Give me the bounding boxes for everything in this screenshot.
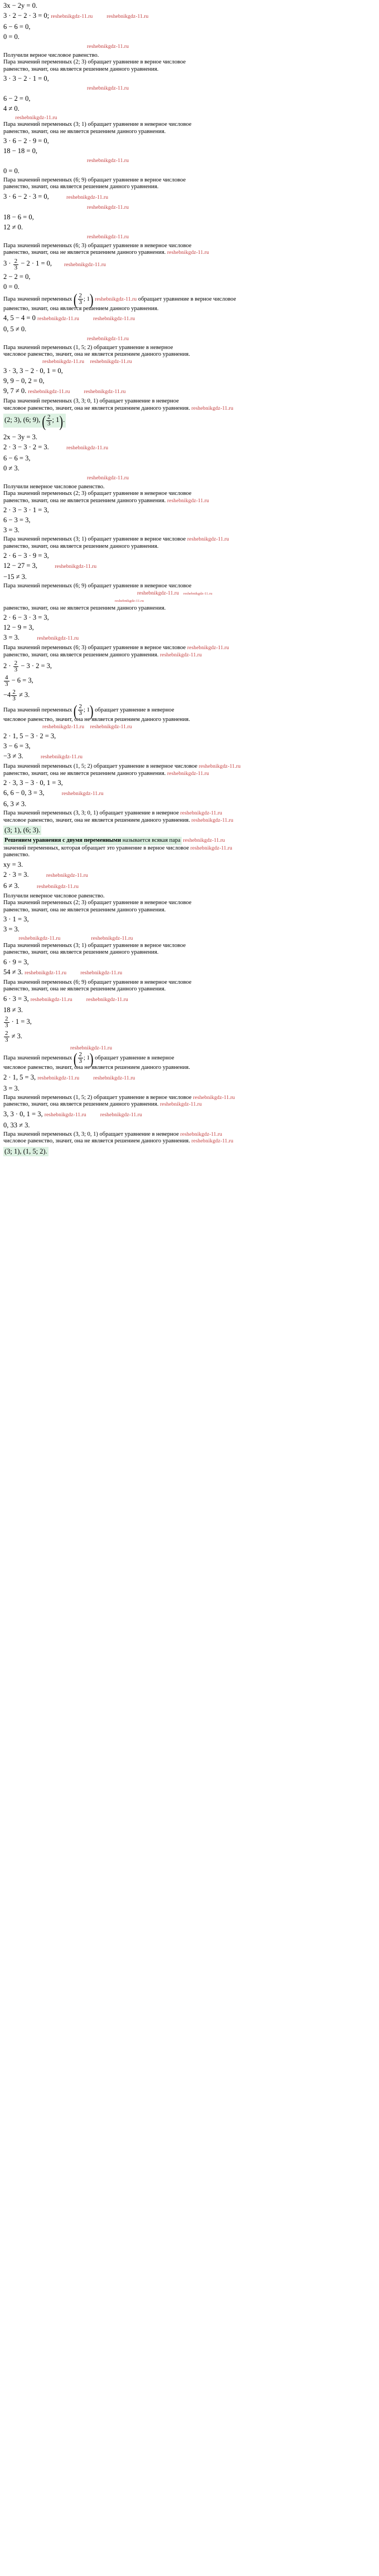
watermark: reshebnikgdz-11.ru: [87, 336, 129, 342]
math-line-with-watermarks: [3, 995, 376, 1004]
watermark: reshebnikgdz-11.ru: [93, 1075, 135, 1081]
math-line: 4 ≠ 0.: [3, 104, 20, 112]
fraction: $\frac{2}{3}$: [5, 1029, 8, 1043]
explanation-text-with-watermark: [3, 771, 376, 778]
math-line: 2 · 6 − 3 · 3 = 3,: [3, 614, 49, 621]
watermark: reshebnikgdz-11.ru: [187, 645, 229, 651]
math-line-with-watermark: [3, 752, 376, 762]
math-line-fraction: [3, 258, 376, 271]
math-line: 0 ≠ 3.: [3, 464, 20, 472]
math-line: 0 = 0.: [3, 166, 20, 175]
explanation-text-with-pair: Пара значений переменных ( $\frac{2}{3}$ ; 1) обращает уравнение в неверное: [3, 703, 174, 720]
explanation-text: Получили верное числовое равенство.: [3, 52, 99, 58]
explanation-body: Пара значений переменных (3, 3; 0, 1) обращает уравнение в неверное: [3, 810, 179, 816]
answer-line: (2; 3), (6; 9), ( $\frac{2}{3}$ ; 1).: [4, 413, 65, 430]
explanation-text-with-watermark: [3, 652, 376, 659]
watermark: reshebnikgdz-11.ru: [70, 1045, 113, 1051]
math-line: 3 · 6 − 2 · 9 = 0,: [3, 137, 49, 145]
watermark: reshebnikgdz-11.ru: [198, 764, 241, 769]
explanation-text: Получили неверное числовое равенство.: [3, 483, 105, 490]
watermark: reshebnikgdz-11.ru: [167, 771, 209, 777]
math-line-fraction: −4 $\frac{2}{3}$ ≠ 3.: [3, 689, 30, 702]
watermark: reshebnikgdz-11.ru: [37, 1075, 80, 1081]
definition-term: Решением уравнения с двумя переменными называется всякая пара: [3, 837, 182, 845]
explanation-text: Получили неверное числовое равенство.: [3, 892, 105, 899]
math-line-with-watermarks: [3, 968, 376, 978]
explanation-text: Пара значений переменных (1, 5; 2) обращает уравнение в неверное: [3, 344, 173, 351]
watermark: reshebnikgdz-11.ru: [55, 564, 97, 570]
explanation-text: равенство, значит, она является решением данного уравнения.: [3, 949, 159, 955]
watermark: reshebnikgdz-11.ru: [44, 1112, 86, 1118]
explanation-text-with-pair: Пара значений переменных ( $\frac{2}{3}$ ; 1) reshebnikgdz-11.ru обращает уравнение в верное числовое: [3, 291, 236, 309]
explanation-body: равенство, значит, она не является решением данного уравнения.: [3, 770, 166, 777]
watermark: reshebnikgdz-11.ru: [190, 845, 232, 851]
explanation-body: Пара значений переменных (6; 9) обращает уравнение в неверное числовое: [3, 583, 192, 589]
math-line: 12 ≠ 0.: [3, 223, 23, 231]
explanation-text: равенство, значит, она является решением данного уравнения.: [3, 543, 159, 549]
math-line: 3 · 3 − 2 · 1 = 0,: [3, 75, 49, 82]
watermark: reshebnikgdz-11.ru: [180, 811, 222, 816]
math-expression: 6 · 3 = 3,: [3, 994, 29, 1003]
explanation-text-with-watermark: [3, 763, 376, 771]
watermark: reshebnikgdz-11.ru: [42, 724, 85, 730]
watermark: reshebnikgdz-11.ru: [18, 936, 61, 941]
watermark-line: [3, 157, 376, 165]
explanation-text-with-watermark: [3, 583, 376, 597]
fraction: $\frac{2}{3}$: [79, 292, 82, 306]
watermark-line: [3, 233, 376, 242]
explanation-body: числовое равенство, значит, она не является решением данного уравнения.: [3, 351, 190, 357]
watermark: reshebnikgdz-11.ru: [191, 1139, 234, 1144]
watermark: reshebnikgdz-11.ru: [15, 115, 57, 121]
explanation-text-with-watermark: [3, 810, 376, 817]
math-line-with-watermarks: [3, 1110, 376, 1120]
answer-value: (3; 1), (1, 5; 2).: [4, 1147, 47, 1155]
watermark: reshebnikgdz-11.ru: [180, 1131, 222, 1137]
fraction: $\frac{2}{3}$: [14, 257, 18, 271]
watermark: reshebnikgdz-11.ru: [160, 1102, 202, 1107]
math-expression: 3 = 3.: [3, 634, 20, 641]
math-line-fraction: $\frac{4}{3}$ − 6 = 3,: [5, 674, 33, 688]
math-expression: 9, 7 ≠ 0.: [3, 387, 27, 395]
math-expression: 3 · $\frac{2}{3}$ − 2 · 1 = 0,: [3, 257, 52, 271]
math-line: 6 − 6 = 3,: [3, 454, 31, 462]
fraction: $\frac{2}{3}$: [79, 703, 82, 717]
watermark: reshebnikgdz-11.ru: [84, 389, 126, 395]
watermark-line: [3, 474, 376, 483]
explanation-text: Пара значений переменных (2; 3) обращает уравнение в неверное числовое: [3, 490, 192, 497]
watermark: reshebnikgdz-11.ru: [37, 316, 80, 322]
watermark: reshebnikgdz-11.ru: [25, 970, 67, 976]
answer-value: (3; 1), (6; 3).: [4, 826, 41, 834]
math-line: 0, 5 ≠ 0.: [3, 325, 27, 333]
watermark: reshebnikgdz-11.ru: [93, 316, 135, 322]
explanation-text-with-watermark: [3, 1101, 376, 1108]
explanation-body: равенство, значит, она не является решением данного уравнения.: [3, 249, 166, 256]
explanation-body: Пара значений переменных (3; 1) обращает уравнение в верное числовое: [3, 942, 186, 949]
answer-line: [3, 1147, 376, 1156]
explanation-text-with-watermark: [3, 597, 376, 612]
math-line-fraction: $\frac{2}{3}$ ≠ 3.: [5, 1029, 22, 1043]
watermark: reshebnikgdz-11.ru: [87, 86, 129, 91]
explanation-text-with-watermark: [3, 1131, 376, 1139]
watermark: reshebnikgdz-11.ru: [115, 599, 144, 603]
explanation-text: равенство, значит, она является решением данного уравнения.: [3, 184, 159, 190]
watermark: reshebnikgdz-11.ru: [80, 970, 123, 976]
explanation-body: числовое равенство, значит, она не является решением данного уравнения.: [3, 1138, 190, 1144]
fraction: $\frac{4}{3}$: [5, 674, 8, 688]
watermark: reshebnikgdz-11.ru: [37, 884, 79, 890]
watermark: reshebnikgdz-11.ru: [87, 44, 129, 50]
explanation-text: равенство, значит, она не является решением данного уравнения.: [3, 986, 166, 992]
watermark-line: [3, 43, 376, 51]
watermark: reshebnikgdz-11.ru: [87, 475, 129, 481]
definition-text: [3, 837, 376, 845]
math-line: 18 − 18 = 0,: [3, 147, 37, 155]
explanation-body: равенство, значит, она является решением данного уравнения.: [3, 651, 159, 658]
math-line-with-watermarks: [3, 12, 376, 21]
math-line: 18 − 6 = 0,: [3, 213, 34, 221]
math-line-with-watermarks: [3, 387, 376, 396]
math-line: 2x − 3y = 3.: [3, 433, 37, 441]
math-line: 12 − 9 = 3,: [3, 624, 34, 631]
math-expression: 4, 5 − 4 = 0: [3, 314, 36, 322]
explanation-body: Пара значений переменных (6; 3) обращает уравнение в верное числовое: [3, 645, 186, 651]
watermark-line: [3, 335, 376, 344]
math-line: xy = 3.: [3, 860, 23, 869]
watermark: reshebnikgdz-11.ru: [191, 405, 234, 411]
watermark: reshebnikgdz-11.ru: [167, 498, 209, 504]
math-line: 18 ≠ 3.: [3, 1005, 23, 1014]
watermark: reshebnikgdz-11.ru: [64, 262, 106, 268]
watermark: reshebnikgdz-11.ru: [90, 724, 132, 730]
math-expression: 3, 3 · 0, 1 = 3,: [3, 1110, 43, 1118]
math-line-with-watermark: [3, 789, 376, 798]
math-line: 6, 3 ≠ 3.: [3, 800, 27, 808]
explanation-text-with-watermark: [3, 1095, 376, 1102]
watermark: reshebnikgdz-11.ru: [167, 250, 209, 256]
explanation-text: равенство, значит, она является решением данного уравнения.: [3, 305, 159, 312]
math-line: 6 · 9 = 3,: [3, 958, 29, 966]
watermark: reshebnikgdz-11.ru: [66, 194, 109, 200]
math-line: 9, 9 − 0, 2 = 0,: [3, 377, 45, 385]
math-line: 6 − 6 = 0,: [3, 23, 31, 31]
math-line-with-watermark: [3, 882, 376, 891]
watermark: reshebnikgdz-11.ru: [183, 838, 225, 843]
watermark: reshebnikgdz-11.ru: [193, 1095, 235, 1101]
math-line: −15 ≠ 3.: [3, 573, 27, 581]
watermark-line: [3, 85, 376, 93]
explanation-text-with-watermarks: [3, 351, 376, 365]
fraction: $\frac{2}{3}$: [79, 1051, 82, 1064]
watermark: reshebnikgdz-11.ru: [87, 158, 129, 164]
math-line: 3 · 1 = 3,: [3, 915, 29, 923]
explanation-text-with-watermark: [3, 645, 376, 652]
fraction: $\frac{2}{3}$: [47, 414, 51, 427]
math-expression: 6, 6 − 0, 3 = 3,: [3, 789, 45, 797]
math-line: 2 · 3 − 3 · 1 = 3,: [3, 506, 49, 514]
watermark: reshebnikgdz-11.ru: [160, 652, 202, 658]
explanation-text-with-pair: reshebnikgdz-11.ru Пара значений переменных ( $\frac{2}{3}$ ; 1) обращает уравнение в неверное: [3, 1045, 174, 1068]
watermark: reshebnikgdz-11.ru: [41, 754, 83, 760]
explanation-text: Пара значений переменных (6; 9) обращает уравнение в неверное числовое: [3, 979, 192, 985]
watermark: reshebnikgdz-11.ru: [87, 204, 129, 210]
explanation-text: равенство.: [3, 852, 30, 858]
math-expression: 2 · 3 = 3.: [3, 870, 29, 879]
solution-content: [0, 2, 379, 1156]
watermark: reshebnikgdz-11.ru: [100, 1112, 142, 1118]
watermark: reshebnikgdz-11.ru: [30, 997, 72, 1003]
watermark: reshebnikgdz-11.ru: [51, 14, 93, 19]
watermark: reshebnikgdz-11.ru: [90, 359, 132, 365]
watermark: reshebnikgdz-11.ru: [106, 14, 149, 19]
math-expression: −3 ≠ 3.: [3, 752, 23, 760]
explanation-body: числовое равенство, значит, она не является решением данного уравнения.: [3, 405, 190, 411]
math-expression: 6 ≠ 3.: [3, 881, 20, 890]
watermark: reshebnikgdz-11.ru: [91, 936, 133, 941]
explanation-text-with-watermark: [3, 249, 376, 257]
explanation-body: Пара значений переменных (3, 3; 0, 1) обращает уравнение в неверное: [3, 1131, 179, 1137]
math-line-fraction: 2 · $\frac{2}{3}$ − 3 · 2 = 3,: [3, 660, 52, 673]
math-line: 3x − 2y = 0.: [3, 2, 37, 9]
explanation-text-with-watermark: [3, 498, 376, 505]
explanation-text: Пара значений переменных (6; 3) обращает уравнение в неверное числовое: [3, 242, 192, 249]
math-line: 6 − 3 = 3,: [3, 516, 31, 524]
watermark: reshebnikgdz-11.ru: [37, 636, 79, 641]
explanation-body: значений переменных, которая обращает это уравнение в верное числовое: [3, 845, 189, 851]
explanation-body: Пара значений переменных (1, 5; 2) обращает уравнение в неверное числовое: [3, 763, 198, 769]
watermark: reshebnikgdz-11.ru: [95, 296, 137, 302]
math-line: 3 = 3.: [3, 925, 20, 933]
fraction: $\frac{2}{3}$: [14, 660, 18, 673]
explanation-body: Пара значений переменных (1, 5; 2) обращает уравнение в верное числовое: [3, 1094, 192, 1101]
explanation-text-with-watermark: [3, 1138, 376, 1145]
explanation-text: равенство, значит, она является решением данного уравнения.: [3, 66, 159, 72]
watermark: reshebnikgdz-11.ru: [61, 791, 104, 797]
explanation-text-with-watermark: [3, 405, 376, 413]
watermark: reshebnikgdz-11.ru: [42, 359, 85, 365]
math-line: 0, 33 ≠ 3.: [3, 1121, 30, 1129]
answer-line: [3, 826, 376, 835]
math-expression: 3 · 6 − 2 · 3 = 0,: [3, 192, 49, 200]
fraction: $\frac{2}{3}$: [5, 1015, 8, 1029]
math-expression: 2 · 3 − 3 · 2 = 3.: [3, 443, 49, 451]
math-line: 2 · 1, 5 − 3 · 2 = 3,: [3, 732, 56, 740]
watermark: reshebnikgdz-11.ru: [137, 590, 179, 596]
explanation-body: равенство, значит, она является решением данного уравнения.: [3, 1101, 159, 1107]
explanation-text: числовое равенство, значит, она не является решением данного уравнения.: [3, 1064, 190, 1071]
math-line: 2 · 6 − 3 · 9 = 3,: [3, 552, 49, 560]
math-line: 3 = 3.: [3, 526, 20, 534]
watermark: reshebnikgdz-11.ru: [191, 817, 234, 823]
explanation-text: равенство, значит, она не является решением данного уравнения.: [3, 128, 166, 135]
math-line-with-watermarks: [3, 1073, 376, 1083]
math-line: 3 = 3.: [3, 1084, 20, 1092]
math-line: 6 − 2 = 0,: [3, 94, 31, 102]
math-line: 2 − 2 = 0,: [3, 272, 31, 281]
watermark: reshebnikgdz-11.ru: [187, 537, 229, 542]
watermark: reshebnikgdz-11.ru: [183, 591, 212, 596]
watermark: reshebnikgdz-11.ru: [86, 997, 128, 1003]
watermark: reshebnikgdz-11.ru: [28, 389, 70, 395]
math-line-fraction: $\frac{2}{3}$ · 1 = 3,: [5, 1015, 32, 1029]
math-line-with-watermark: [3, 193, 376, 202]
math-line-with-watermark: [3, 634, 376, 643]
explanation-body: Пара значений переменных (3; 1) обращает уравнение в верное числовое: [3, 536, 186, 542]
math-line: 0 = 0.: [3, 282, 20, 291]
explanation-body: равенство, значит, она не является решением данного уравнения.: [3, 497, 166, 504]
explanation-text-with-watermark: [3, 845, 376, 852]
explanation-text: равенство, значит, она не является решением данного уравнения.: [3, 906, 166, 913]
watermark: reshebnikgdz-11.ru: [87, 234, 129, 240]
math-line: 3 − 6 = 3,: [3, 742, 31, 750]
explanation-text-with-watermarks: [3, 935, 376, 949]
explanation-text-with-watermark: [3, 817, 376, 825]
explanation-text: Пара значений переменных (3, 3; 0, 1) обращает уравнение в неверное: [3, 398, 179, 404]
watermark: reshebnikgdz-11.ru: [66, 445, 109, 451]
math-expression: 2 · 1, 5 = 3,: [3, 1073, 36, 1081]
math-expression: 3 · 2 − 2 · 3 = 0;: [3, 12, 50, 19]
solution-page: [0, 2, 379, 2576]
explanation-text: Пара значений переменных (2; 3) обращает уравнение в неверное числовое: [3, 900, 192, 906]
watermark: reshebnikgdz-11.ru: [46, 872, 88, 879]
explanation-text: [3, 115, 376, 129]
explanation-text: Пара значений переменных (2; 3) обращает уравнение в верное числовое: [3, 59, 186, 65]
math-line-with-watermark: [3, 443, 376, 453]
fraction: $\frac{2}{3}$: [12, 689, 16, 702]
explanation-text-with-watermarks: [3, 717, 376, 730]
math-line-with-watermarks: [3, 314, 376, 323]
explanation-body: числовое равенство, значит, она не является решением данного уравнения.: [3, 817, 190, 823]
watermark-line: [3, 204, 376, 212]
math-expression: 12 − 27 = 3,: [3, 562, 37, 570]
math-line-with-watermark: [3, 871, 376, 880]
math-line: 3 · 3, 3 − 2 · 0, 1 = 0,: [3, 367, 63, 375]
math-expression: 54 ≠ 3.: [3, 968, 23, 976]
explanation-body: Пара значений переменных (3; 1) обращает уравнение в неверное числовое: [3, 121, 192, 127]
math-line-with-watermark: [3, 562, 376, 571]
explanation-text-with-watermark: [3, 536, 376, 543]
explanation-text: Пара значений переменных (6; 9) обращает уравнение в верное числовое: [3, 176, 186, 183]
math-line: 0 = 0.: [3, 33, 20, 41]
math-line: 2 · 3, 3 − 3 · 0, 1 = 3,: [3, 779, 63, 787]
explanation-body: равенство, значит, она не является решением данного уравнения.: [3, 605, 166, 611]
explanation-body: числовое равенство, значит, она не является решением данного уравнения.: [3, 717, 190, 723]
